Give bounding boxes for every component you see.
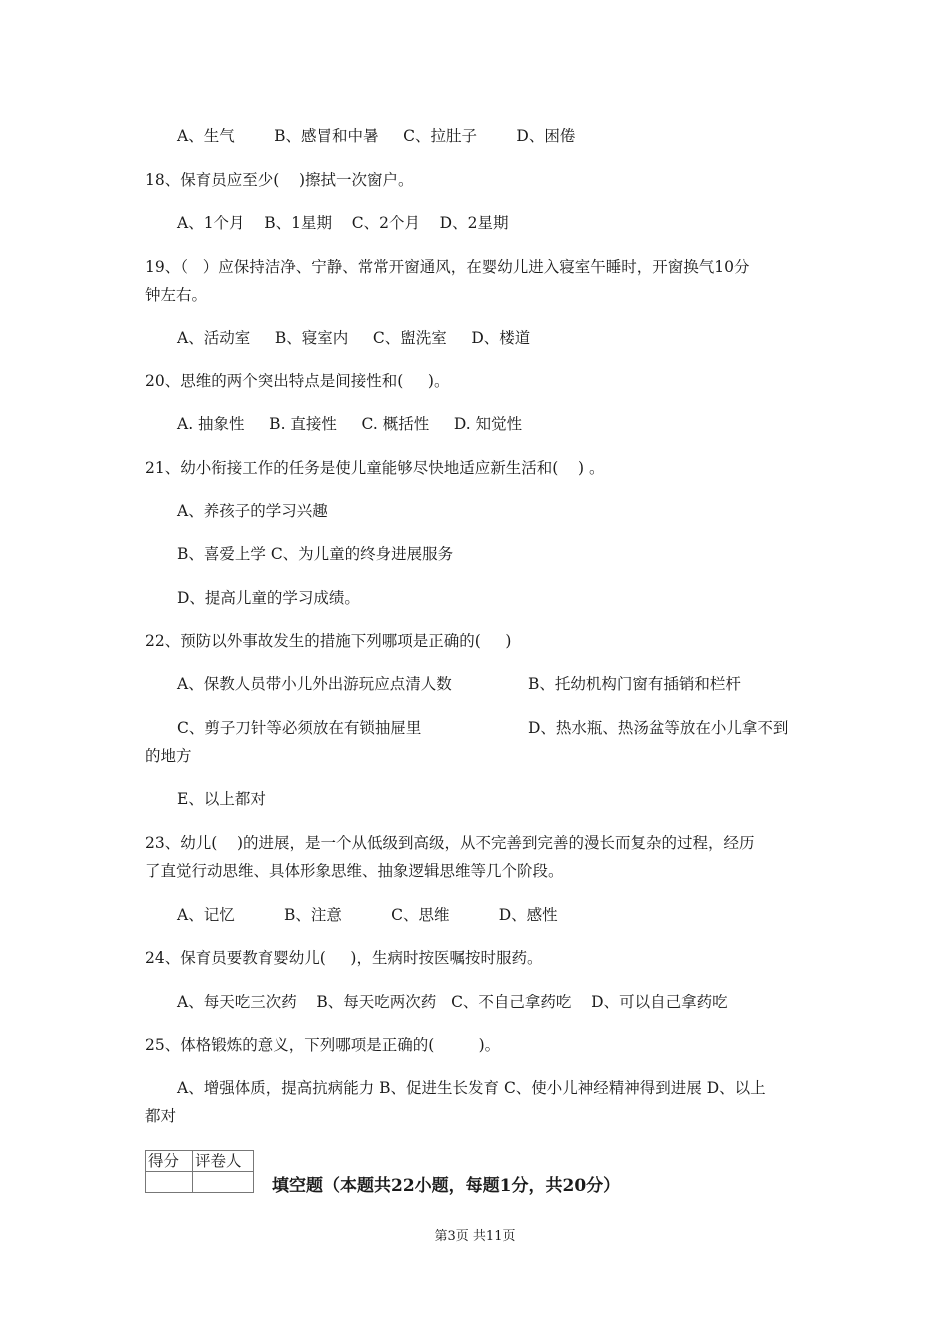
section-title: 填空题（本题共22小题，每题1分，共20分） xyxy=(272,1176,621,1196)
score-table-header-row xyxy=(146,1151,254,1172)
question-19-stem-line-2: 钟左右。 xyxy=(145,286,208,304)
question-20-stem: 20、思维的两个突出特点是间接性和( )。 xyxy=(145,372,450,390)
question-25-options-line-2: 都对 xyxy=(145,1107,177,1125)
question-19-options: A、活动室 B、寝室内 C、盥洗室 D、楼道 xyxy=(177,329,531,347)
question-21-option-d: D、提高儿童的学习成绩。 xyxy=(177,589,360,607)
question-22-option-d-line-1: D、热水瓶、热汤盆等放在小儿拿不到 xyxy=(528,719,789,737)
question-24-stem: 24、保育员要教育婴幼儿( )，生病时按医嘱按时服药。 xyxy=(145,949,543,967)
question-22-option-b: B、托幼机构门窗有插销和栏杆 xyxy=(528,675,741,693)
question-23-stem-line-1: 23、幼儿( )的进展，是一个从低级到高级，从不完善到完善的漫长而复杂的过程，经历 xyxy=(145,834,755,852)
question-21-stem: 21、幼小衔接工作的任务是使儿童能够尽快地适应新生活和( ) 。 xyxy=(145,459,605,477)
question-22-stem: 22、预防以外事故发生的措施下列哪项是正确的( ) xyxy=(145,632,512,650)
score-table xyxy=(145,1150,254,1193)
question-24-options: A、每天吃三次药 B、每天吃两次药 C、不自己拿药吃 D、可以自己拿药吃 xyxy=(177,993,728,1011)
question-25-stem: 25、体格锻炼的意义，下列哪项是正确的( )。 xyxy=(145,1036,501,1054)
question-18-stem: 18、保育员应至少( )擦拭一次窗户。 xyxy=(145,171,414,189)
question-22-option-a: A、保教人员带小儿外出游玩应点清人数 xyxy=(177,675,452,693)
question-22-option-c: C、剪子刀针等必须放在有锁抽屉里 xyxy=(177,719,422,737)
question-23-options: A、记忆 B、注意 C、思维 D、感性 xyxy=(177,906,558,924)
question-18-options: A、1个月 B、1星期 C、2个月 D、2星期 xyxy=(177,214,509,232)
question-19-stem-line-1: 19、（ ）应保持洁净、宁静、常常开窗通风，在婴幼儿进入寝室午睡时，开窗换气10分 xyxy=(145,258,750,276)
question-25-options-line-1: A、增强体质，提高抗病能力 B、促进生长发育 C、使小儿神经精神得到进展 D、以上 xyxy=(177,1079,766,1097)
score-cell xyxy=(146,1172,193,1193)
question-17-options: A、生气 B、感冒和中暑 C、拉肚子 D、困倦 xyxy=(177,127,576,145)
score-table-entry-row xyxy=(146,1172,254,1193)
question-22-option-d-line-2: 的地方 xyxy=(145,747,192,765)
question-21-option-a: A、养孩子的学习兴趣 xyxy=(177,502,328,520)
grader-label: 评卷人 xyxy=(193,1151,254,1172)
question-23-stem-line-2: 了直觉行动思维、具体形象思维、抽象逻辑思维等几个阶段。 xyxy=(145,862,564,880)
score-label: 得分 xyxy=(146,1151,193,1172)
page-footer: 第3页 共11页 xyxy=(434,1229,516,1244)
question-21-option-bc: B、喜爱上学 C、为儿童的终身进展服务 xyxy=(177,545,454,563)
question-20-options: A. 抽象性 B. 直接性 C. 概括性 D. 知觉性 xyxy=(177,415,523,433)
grader-cell xyxy=(193,1172,254,1193)
question-22-option-e: E、以上都对 xyxy=(177,790,266,808)
